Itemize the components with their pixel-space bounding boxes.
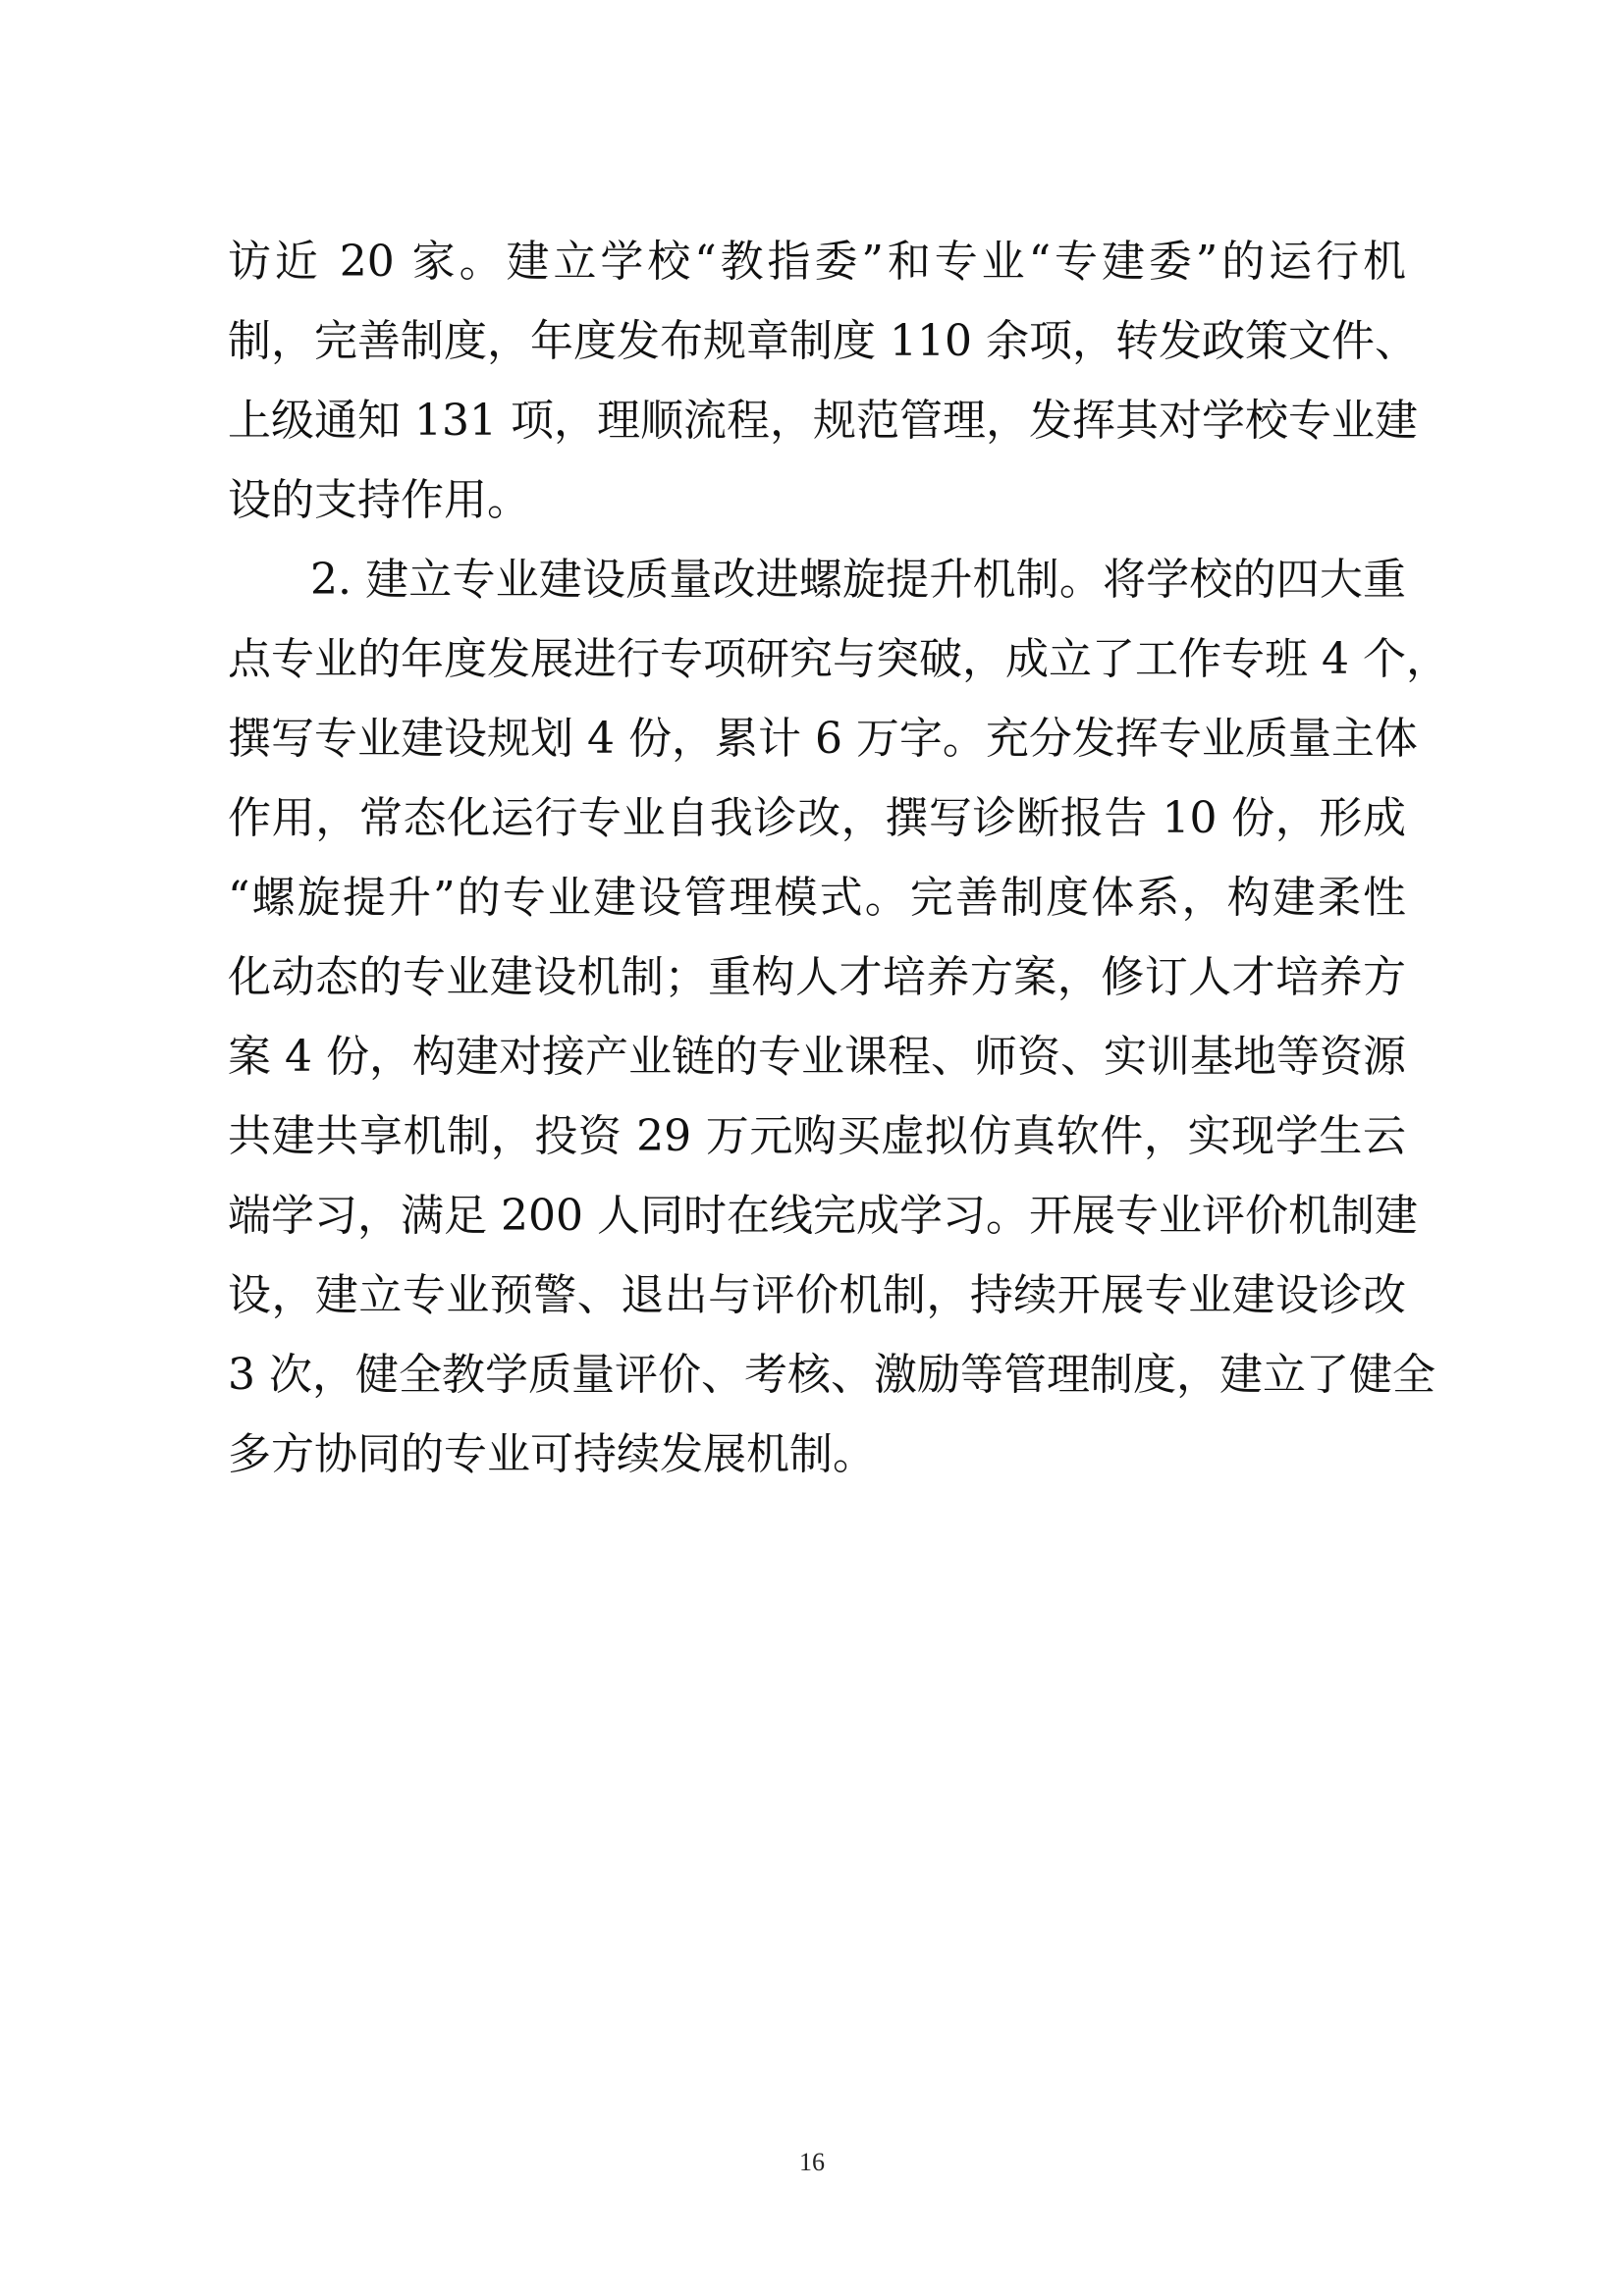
text-line: 设，建立专业预警、退出与评价机制，持续开展专业建设诊改: [228, 1270, 1406, 1320]
text-line: 访近 20 家。建立学校“教指委”和专业“专建委”的运行机: [228, 237, 1406, 287]
body-text: [228, 222, 1449, 1494]
text-line: 作用，常态化运行专业自我诊改，撰写诊断报告 10 份，形成: [228, 793, 1406, 843]
paragraph-1: [228, 222, 1418, 540]
text-line: 撰写专业建设规划 4 份，累计 6 万字。充分发挥专业质量主体: [228, 714, 1418, 764]
text-line: 点专业的年度发展进行专项研究与突破，成立了工作专班 4 个，: [228, 634, 1449, 684]
paragraph-2: [228, 540, 1449, 1494]
text-line: “螺旋提升”的专业建设管理模式。完善制度体系，构建柔性: [228, 873, 1406, 923]
text-line: 案 4 份，构建对接产业链的专业课程、师资、实训基地等资源: [228, 1032, 1406, 1082]
text-line: 3 次，健全教学质量评价、考核、激励等管理制度，建立了健全: [228, 1350, 1435, 1400]
text-line: 化动态的专业建设机制；重构人才培养方案，修订人才培养方: [228, 952, 1406, 1002]
page-number: 16: [799, 2148, 825, 2176]
text-line: 2. 建立专业建设质量改进螺旋提升机制。将学校的四大重: [310, 555, 1406, 605]
text-line: 制，完善制度，年度发布规章制度 110 余项，转发政策文件、: [228, 316, 1418, 366]
text-line: 上级通知 131 项，理顺流程，规范管理，发挥其对学校专业建: [228, 396, 1418, 446]
text-line: 设的支持作用。: [228, 475, 530, 525]
text-line: 多方协同的专业可持续发展机制。: [228, 1429, 876, 1479]
text-line: 端学习，满足 200 人同时在线完成学习。开展专业评价机制建: [228, 1191, 1418, 1241]
text-line: 共建共享机制，投资 29 万元购买虚拟仿真软件，实现学生云: [228, 1111, 1406, 1161]
